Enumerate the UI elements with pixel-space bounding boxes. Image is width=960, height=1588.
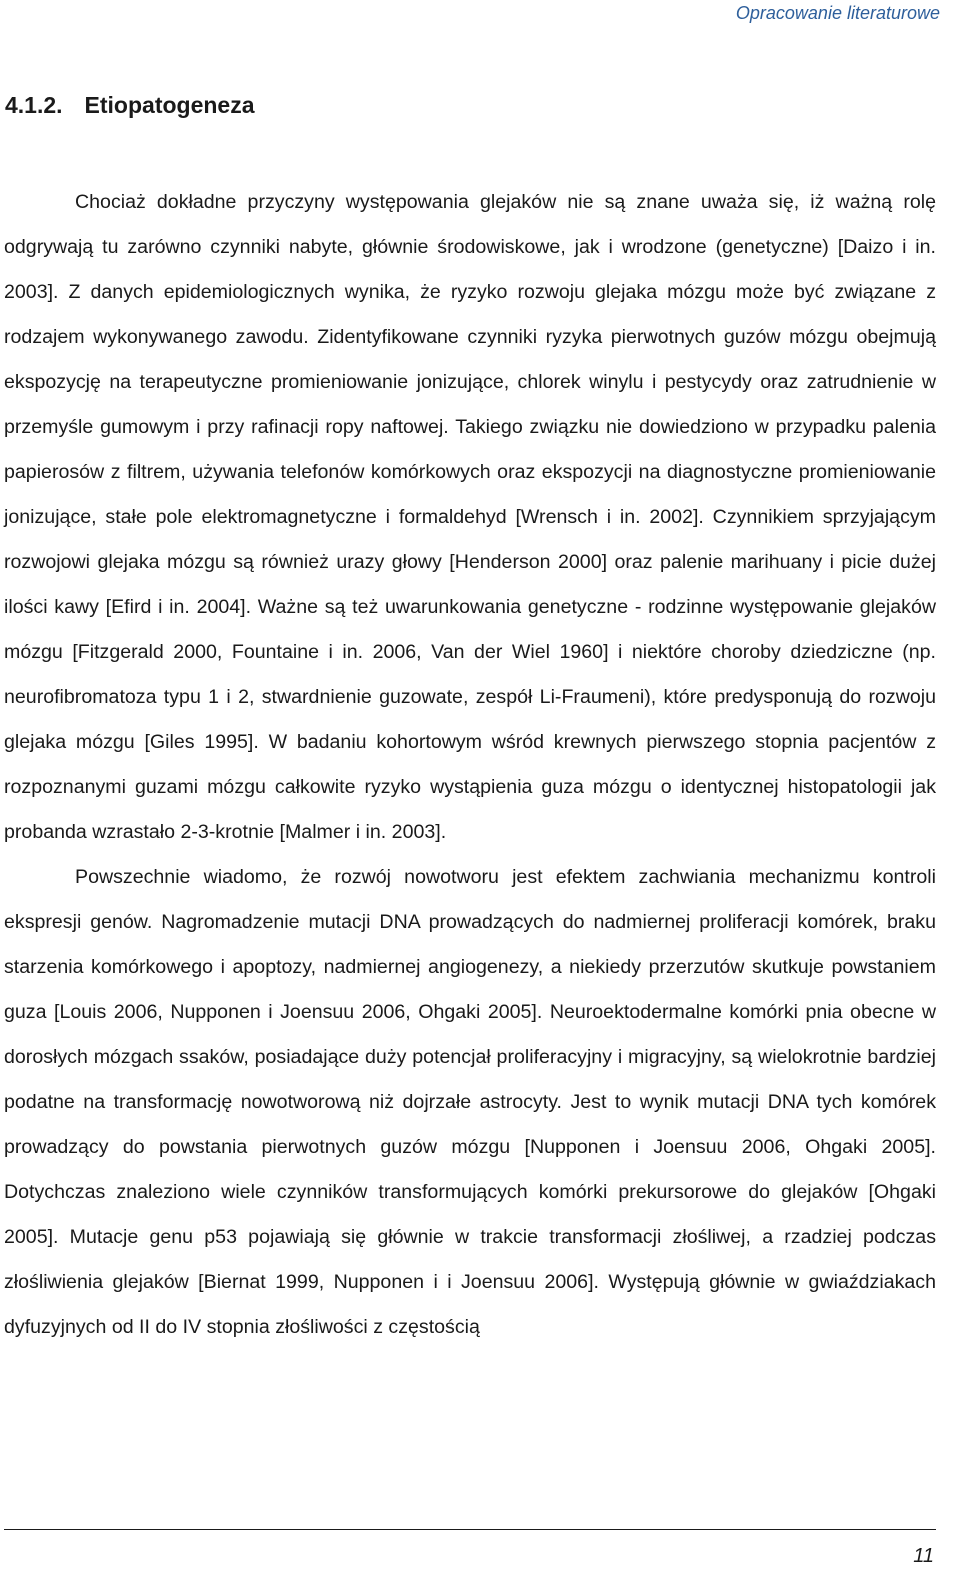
paragraph-risk-factors: Chociaż dokładne przyczyny występowania glejaków nie są znane uważa się, iż ważną rolę odgrywają tu zarówno czynniki nabyte, głównie środowiskowe, jak i wrodzone (genetyczne) [Daizo i in. 2003]. Z danych epidemiologicznych wynika, że ryzyko rozwoju glejaka mózgu może być związane z rodzajem wykonywanego zawodu. Zidentyfikowane czynniki ryzyka pierwotnych guzów mózgu obejmują ekspozycję na terapeutyczne promieniowanie jonizujące, chlorek winylu i pestycydy oraz zatrudnienie w przemyśle gumowym i przy rafinacji ropy naftowej. Takiego związku nie dowiedziono w przypadku palenia papierosów z filtrem, używania telefonów komórkowych oraz ekspozycji na diagnostyczne promieniowanie jonizujące, stałe pole elektromagnetyczne i formaldehyd [Wrensch i in. 2002]. Czynnikiem sprzyjającym rozwojowi glejaka mózgu są również urazy głowy [Henderson 2000] oraz palenie marihuany i picie dużej ilości kawy [Efird i in. 2004]. Ważne są też uwarunkowania genetyczne - rodzinne występowanie glejaków mózgu [Fitzgerald 2000, Fountaine i in. 2006, Van der Wiel 1960] i niektóre choroby dziedziczne (np. neurofibromatoza typu 1 i 2, stwardnienie guzowate, zespół Li-Fraumeni), które predysponują do rozwoju glejaka mózgu [Giles 1995]. W badaniu kohortowym wśród krewnych pierwszego stopnia pacjentów z rozpoznanymi guzami mózgu całkowite ryzyko wystąpienia guza mózgu o identycznej histopatologii jak probanda wzrastało 2-3-krotnie [Malmer i in. 2003]. xyxy=(4,191,936,843)
footer-rule xyxy=(4,1529,936,1530)
section-title: Etiopatogeneza xyxy=(84,92,255,118)
section-number: 4.1.2. xyxy=(5,92,63,118)
running-header: Opracowanie literaturowe xyxy=(735,3,940,23)
body-text xyxy=(4,180,936,1350)
paragraph-mutations: Powszechnie wiadomo, że rozwój nowotworu jest efektem zachwiania mechanizmu kontroli ekspresji genów. Nagromadzenie mutacji DNA prowadzących do nadmiernej proliferacji komórek, braku starzenia komórkowego i apoptozy, nadmiernej angiogenezy, a niekiedy przerzutów skutkuje powstaniem guza [Louis 2006, Nupponen i Joensuu 2006, Ohgaki 2005]. Neuroektodermalne komórki pnia obecne w dorosłych mózgach ssaków, posiadające duży potencjał proliferacyjny i migracyjny, są wielokrotnie bardziej podatne na transformację nowotworową niż dojrzałe astrocyty. Jest to wynik mutacji DNA tych komórek prowadzący do powstania pierwotnych guzów mózgu [Nupponen i Joensuu 2006, Ohgaki 2005]. Dotychczas znaleziono wiele czynników transformujących komórki prekursorowe do glejaków [Ohgaki 2005]. Mutacje genu p53 pojawiają się głównie w trakcie transformacji złośliwej, a rzadziej podczas złośliwienia glejaków [Biernat 1999, Nupponen i i Joensuu 2006]. Występują głównie w gwiaździakach dyfuzyjnych od II do IV stopnia złośliwości z częstością xyxy=(4,866,936,1338)
page-number: 11 xyxy=(913,1545,934,1567)
section-heading xyxy=(5,92,255,119)
